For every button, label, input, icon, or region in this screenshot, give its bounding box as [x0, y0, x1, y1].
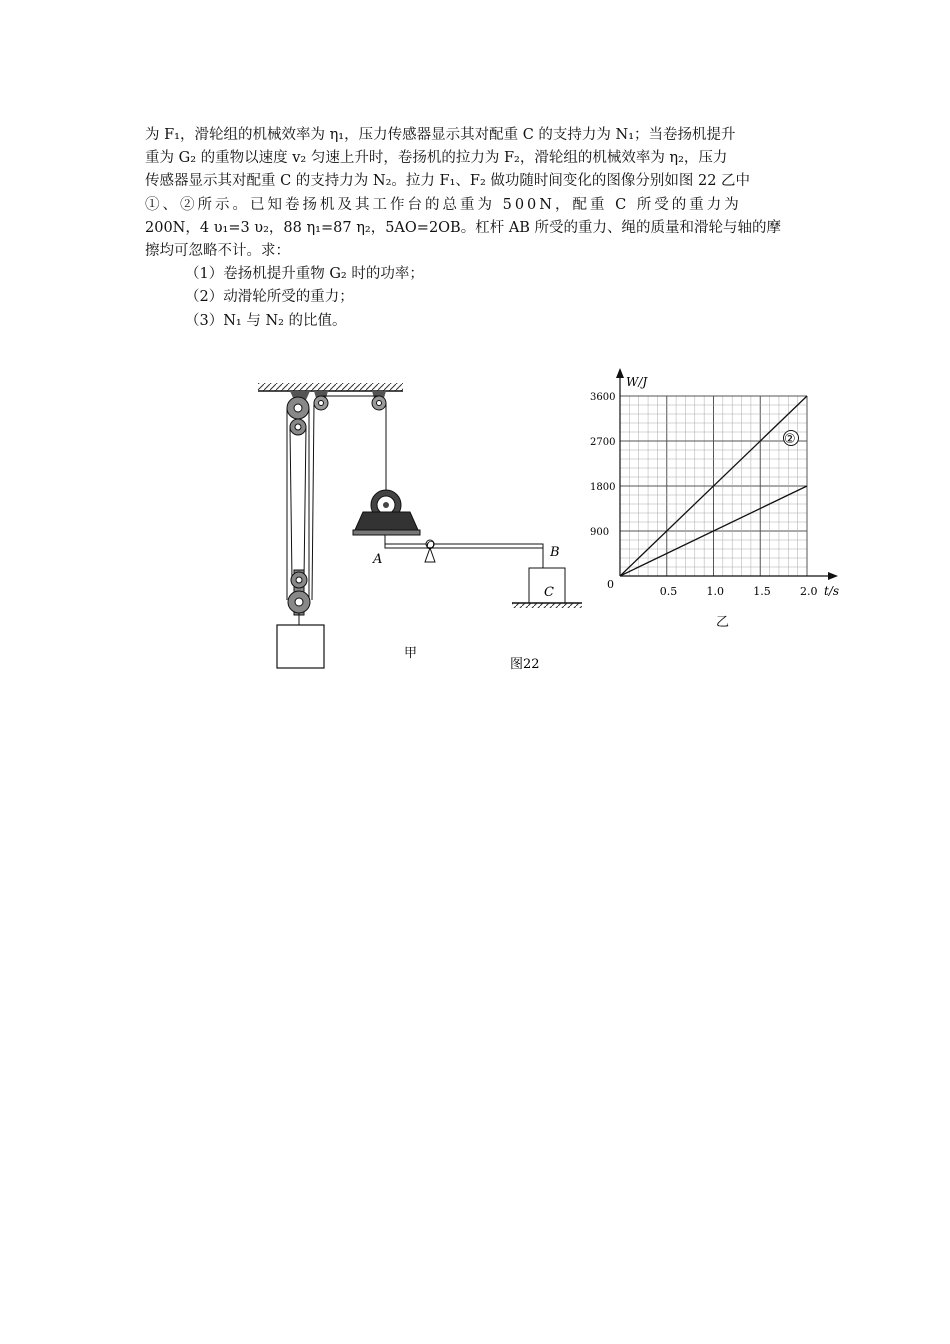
x-tick-label: 2.0	[800, 585, 818, 598]
paragraph-line: 200N，4 υ₁=3 υ₂，88 η₁=87 η₂，5AO=2OB。杠杆 AB 所受的重力、绳的质量和滑轮与轴的摩	[145, 219, 782, 236]
y-tick-label: 1800	[590, 482, 616, 493]
y-axis-arrow	[616, 368, 624, 378]
y-tick-label: 2700	[590, 437, 616, 448]
origin-label: 0	[607, 578, 614, 591]
x-axis-arrow	[828, 572, 838, 580]
paragraph-line: 擦均可忽略不计。求：	[145, 243, 290, 260]
figure-left-label: 甲	[404, 646, 418, 661]
y-tick-label: 900	[590, 527, 610, 538]
label-b: B	[550, 545, 560, 560]
figure-right-label: 乙	[716, 615, 730, 630]
paragraph-line: 重为 G₂ 的重物以速度 v₂ 匀速上升时，卷扬机的拉力为 F₂，滑轮组的机械效率为 η₂，压力	[145, 150, 728, 167]
y-axis-label: W/J	[626, 375, 648, 389]
series-label: ②	[784, 432, 796, 447]
y-tick-label: 3600	[590, 392, 616, 403]
label-a: A	[373, 552, 383, 567]
x-tick-label: 1.5	[753, 585, 771, 598]
x-axis-label: t/s	[824, 584, 840, 598]
paragraph-line: ①、②所示。已知卷扬机及其工作台的总重为 500N，配重 C 所受的重力为	[145, 196, 742, 213]
label-c: C	[544, 585, 554, 600]
x-tick-label: 0.5	[659, 585, 678, 598]
question-2: （2）动滑轮所受的重力；	[185, 289, 354, 306]
label-o: O	[426, 539, 436, 552]
paragraph-line: 为 F₁，滑轮组的机械效率为 η₁，压力传感器显示其对配重 C 的支持力为 N₁；当卷扬机提升	[145, 127, 736, 143]
figure-caption: 图22	[510, 657, 540, 672]
question-1: （1）卷扬机提升重物 G₂ 时的功率；	[185, 266, 424, 283]
x-tick-label: 1.0	[706, 585, 724, 598]
question-3: （3）N₁ 与 N₂ 的比值。	[185, 312, 347, 329]
paragraph-line: 传感器显示其对配重 C 的支持力为 N₂。拉力 F₁、F₂ 做功随时间变化的图像分别如图 22 乙中	[145, 173, 751, 190]
